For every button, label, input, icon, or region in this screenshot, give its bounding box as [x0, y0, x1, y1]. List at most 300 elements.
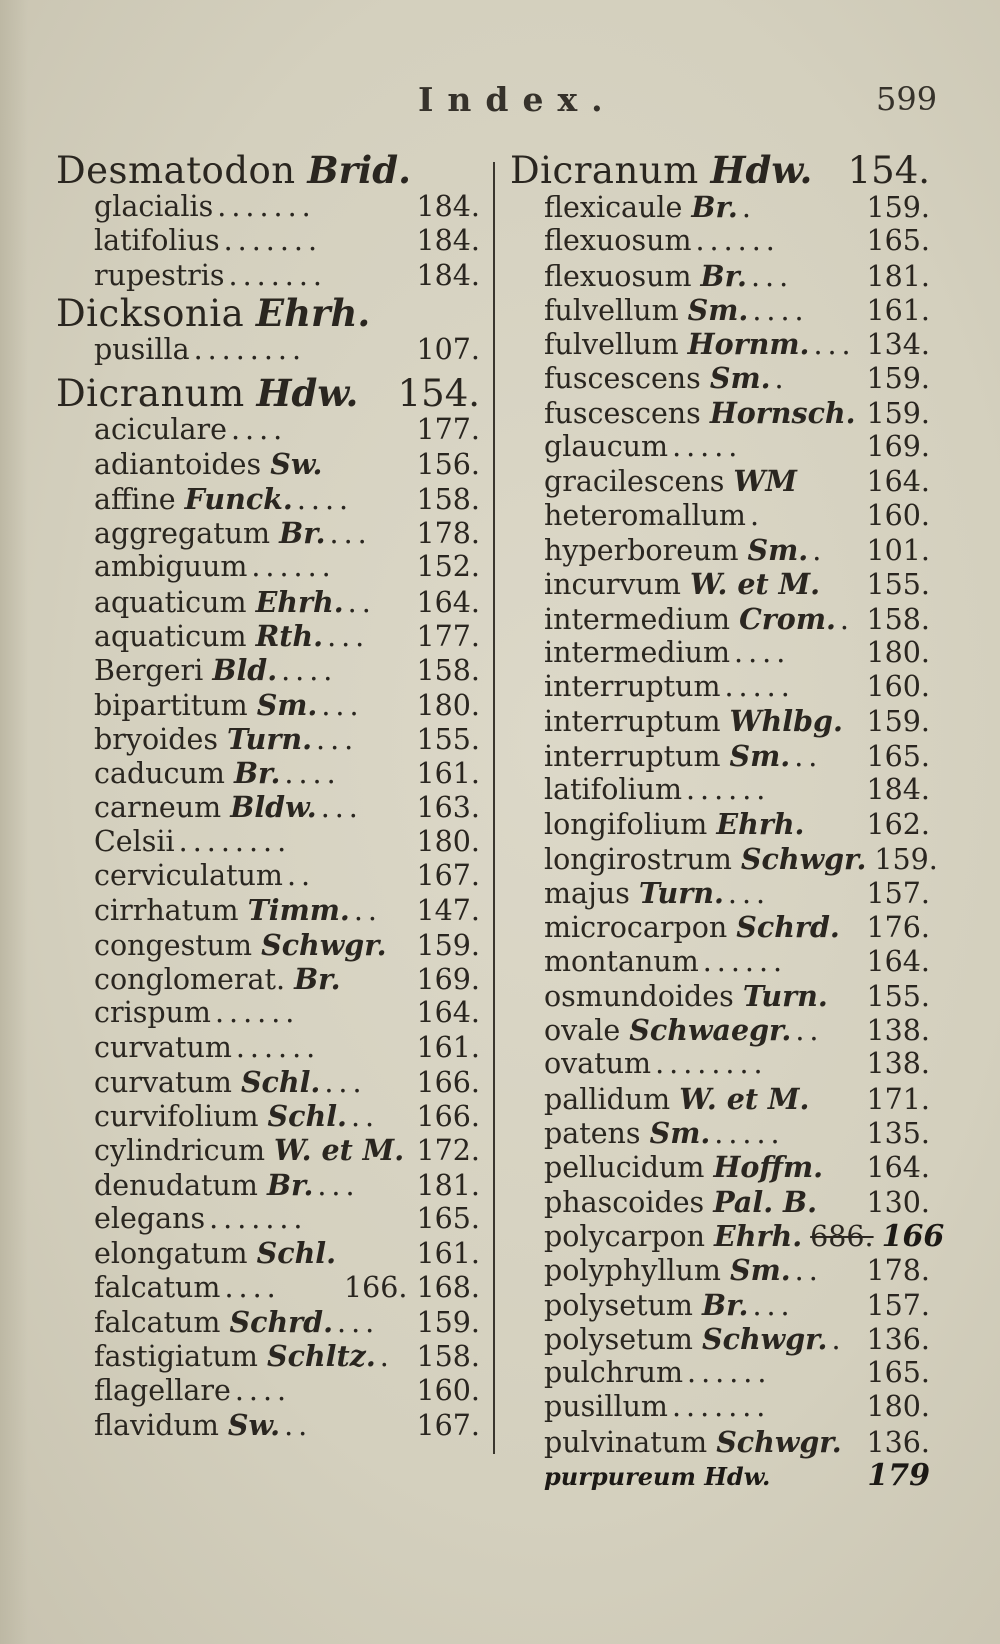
- dot-leader: ...: [329, 517, 372, 551]
- handwritten-correction: 166: [881, 1218, 945, 1254]
- species-author: Sm.: [256, 687, 318, 722]
- index-entry: [56, 653, 480, 687]
- page-reference: [867, 430, 930, 464]
- page-value: 162.: [866, 808, 930, 842]
- species-author: Schl.: [256, 1236, 337, 1271]
- species-name: crispum: [94, 996, 211, 1030]
- index-entry: [510, 224, 930, 258]
- page-value: 159.: [866, 396, 930, 430]
- page-reference: [417, 689, 480, 723]
- index-entry: [510, 1356, 930, 1390]
- page-reference: [867, 1254, 930, 1288]
- page-reference: [417, 586, 480, 620]
- handwritten-page: 179: [867, 1457, 930, 1493]
- dot-leader: ......: [687, 1356, 772, 1390]
- entry-label: [94, 722, 312, 757]
- entry-label: [544, 842, 866, 877]
- species-name: fuscescens: [544, 396, 701, 430]
- species-name: interruptum: [544, 670, 721, 704]
- page-value: 159.: [866, 362, 930, 396]
- index-entry: [56, 516, 480, 550]
- entry-label: [94, 550, 247, 584]
- dot-leader: ....: [230, 413, 288, 447]
- index-entry: [56, 928, 480, 962]
- species-name: flagellare: [94, 1373, 231, 1407]
- page-reference: [417, 1169, 480, 1203]
- species-author: Schrd.: [736, 910, 840, 945]
- species-name: Bergeri: [94, 654, 204, 688]
- index-entry: [56, 1031, 480, 1065]
- page-reference: [417, 1134, 480, 1168]
- dot-leader: .....: [724, 670, 795, 704]
- book-spine-shadow: [0, 0, 28, 1644]
- page-reference: [417, 259, 480, 293]
- dot-leader: ........: [178, 824, 292, 858]
- dot-leader: ..: [350, 1100, 380, 1134]
- species-name: intermedium: [544, 635, 731, 669]
- dot-leader: .: [839, 602, 854, 636]
- page-reference: [417, 929, 480, 963]
- entry-label: [94, 1236, 336, 1271]
- page-reference: [417, 483, 480, 517]
- species-author: Hornm.: [687, 327, 810, 362]
- index-entry: [56, 1339, 480, 1373]
- entry-label: [544, 1356, 683, 1390]
- species-author: Turn.: [742, 978, 828, 1013]
- entry-label: [94, 653, 277, 688]
- page-value: 159.: [866, 705, 930, 739]
- page-reference: [867, 980, 930, 1014]
- index-entry: [56, 259, 480, 293]
- dot-leader: ....: [734, 635, 791, 669]
- dot-leader: .....: [714, 1117, 785, 1151]
- genus-page: 154.: [397, 372, 480, 416]
- page-value: 169.: [416, 962, 480, 996]
- index-entry: [56, 413, 480, 447]
- page-reference: [867, 1390, 930, 1424]
- page-value: 184.: [866, 773, 930, 807]
- species-author: Schltz.: [266, 1339, 376, 1374]
- index-entry: [510, 1322, 930, 1356]
- species-name: patens: [544, 1117, 641, 1151]
- species-name: cerviculatum: [94, 859, 283, 893]
- page-reference: [810, 1220, 944, 1254]
- index-entry: [56, 996, 480, 1030]
- page-value: 159.: [874, 842, 938, 876]
- page-reference: [867, 1426, 930, 1460]
- dot-leader: ...: [337, 1305, 380, 1339]
- index-entry: [510, 739, 930, 773]
- species-author: Sw.: [227, 1407, 281, 1442]
- dot-leader: ......: [251, 550, 336, 584]
- entry-list: [56, 413, 480, 1442]
- species-author: Hoffm.: [713, 1150, 824, 1185]
- entry-label: [94, 447, 322, 482]
- page-value: 159.: [416, 928, 480, 962]
- dot-leader: ....: [284, 757, 341, 791]
- index-entry: [510, 876, 930, 910]
- left-column: [56, 150, 480, 1442]
- page-reference: [417, 1374, 480, 1408]
- page-value: 169.: [866, 430, 930, 464]
- page-value: 178.: [416, 517, 480, 551]
- page-value: 181.: [416, 1168, 480, 1202]
- species-author: Br.: [702, 1287, 749, 1322]
- entry-label: [544, 293, 748, 328]
- page-value: 158.: [416, 654, 480, 688]
- page-reference: [867, 465, 930, 499]
- species-name: polycarpon: [544, 1219, 705, 1253]
- page-reference: [867, 877, 930, 911]
- species-name: intermedium: [544, 602, 731, 636]
- entry-label: [544, 910, 840, 945]
- species-author: Schl.: [240, 1064, 321, 1099]
- page-reference: [417, 1031, 480, 1065]
- entry-label: [94, 259, 225, 293]
- column-divider: [493, 162, 495, 1454]
- species-author: Funck.: [184, 481, 293, 516]
- page-reference: [867, 740, 930, 774]
- genus-name: Dicranum: [56, 372, 245, 416]
- page-value: 134.: [866, 328, 930, 362]
- page-value: 159.: [866, 191, 930, 224]
- genus-name: Dicranum: [510, 149, 699, 192]
- species-name: ovale: [544, 1014, 621, 1048]
- species-author: Sm.: [730, 1253, 791, 1288]
- species-author: W. et M.: [689, 567, 821, 602]
- dot-leader: ...: [320, 791, 363, 825]
- dot-leader: ....: [281, 654, 338, 688]
- species-author: Schwgr.: [740, 841, 867, 876]
- entry-label: [94, 859, 283, 893]
- species-name: majus: [544, 876, 630, 910]
- page-value: 165.: [866, 224, 930, 258]
- index-entry: [510, 396, 930, 430]
- page-value: 136.: [866, 1425, 930, 1459]
- page-value: 161.: [866, 293, 930, 327]
- entry-label: [94, 1168, 313, 1203]
- entry-label: [544, 1116, 710, 1151]
- page-reference: [867, 636, 930, 670]
- species-name: aciculare: [94, 413, 227, 447]
- index-entry: [56, 1374, 480, 1408]
- species-name: fastigiatum: [94, 1340, 258, 1374]
- index-entry: [56, 859, 480, 893]
- index-entry: [510, 190, 930, 224]
- page-value: 101.: [866, 533, 930, 567]
- index-entry: [56, 1133, 480, 1167]
- page-value: 152.: [416, 550, 480, 584]
- species-author: Br.: [233, 756, 281, 791]
- dot-leader: ....: [224, 1270, 281, 1304]
- species-author: Ehrh.: [714, 1218, 803, 1253]
- handwritten-entry: [510, 1459, 930, 1493]
- species-name: falcatum: [94, 1270, 221, 1304]
- page-reference: [417, 859, 480, 893]
- species-name: latifolium: [544, 773, 682, 807]
- page-value: 158.: [416, 1340, 480, 1374]
- index-entry: [56, 1408, 480, 1442]
- entry-label: [544, 1185, 817, 1220]
- index-entry: [510, 1047, 930, 1081]
- index-entry: [510, 602, 930, 636]
- entry-label: [544, 602, 836, 637]
- index-entry: [56, 1202, 480, 1236]
- page-value: 177.: [416, 619, 480, 653]
- index-entry: [510, 259, 930, 293]
- species-name: bryoides: [94, 722, 218, 756]
- entry-label: [544, 499, 746, 533]
- species-name: falcatum: [94, 1305, 221, 1339]
- entry-label: [544, 739, 790, 774]
- species-name: pallidum: [544, 1082, 671, 1116]
- dot-leader: ...: [752, 1288, 795, 1322]
- page-value: 686.: [810, 1219, 874, 1253]
- page-value: 164.: [866, 944, 930, 978]
- species-author: Schl.: [267, 1099, 347, 1134]
- index-entry: [510, 979, 930, 1013]
- genus-name: Desmatodon: [56, 149, 296, 192]
- page-value: 157.: [866, 1288, 930, 1322]
- species-name: caducum: [94, 757, 225, 791]
- page-value: 176.: [866, 911, 930, 945]
- species-name: bipartitum: [94, 688, 248, 722]
- species-author: Schwgr.: [702, 1321, 828, 1356]
- species-name: fulvellum: [544, 293, 679, 327]
- dot-leader: ..: [353, 894, 382, 928]
- genus-author: Hdw.: [710, 148, 813, 192]
- index-entry: [56, 1271, 480, 1305]
- index-entry: [56, 1099, 480, 1133]
- page-reference: [867, 1117, 930, 1151]
- genus-heading: [56, 150, 480, 190]
- page-reference: [867, 328, 930, 362]
- page-reference: [867, 397, 930, 431]
- species-name: gracilescens: [544, 465, 725, 499]
- page-reference: [867, 808, 930, 842]
- entry-label: [544, 1288, 748, 1323]
- page-reference: [417, 654, 480, 688]
- species-author: Sm.: [649, 1116, 711, 1151]
- page-reference: [867, 260, 930, 294]
- entry-label: [544, 1390, 668, 1424]
- entry-label: [94, 1374, 231, 1408]
- species-author: W. et M.: [274, 1133, 405, 1168]
- species-name: latifolius: [94, 224, 220, 258]
- page-value: 160.: [416, 1373, 480, 1407]
- entry-label: [544, 1082, 809, 1117]
- page-reference: [867, 773, 930, 807]
- page-reference: [867, 224, 930, 258]
- index-entry: [56, 1236, 480, 1270]
- page-value: 164.: [416, 585, 480, 619]
- species-name: polysetum: [544, 1288, 693, 1322]
- index-entry: [56, 756, 480, 790]
- page-reference: [417, 1306, 480, 1340]
- entry-label: [94, 1133, 404, 1168]
- species-author: Ehrh.: [716, 807, 805, 842]
- page-value: 184.: [416, 190, 480, 223]
- page-reference: [867, 1014, 930, 1048]
- species-author: Pal. B.: [713, 1184, 818, 1219]
- entry-label: [94, 190, 213, 224]
- page-reference: [417, 224, 480, 258]
- species-name: curvifolium: [94, 1100, 259, 1134]
- page-reference: [417, 1409, 480, 1443]
- entry-label: [94, 585, 344, 620]
- species-name: pellucidum: [544, 1151, 705, 1185]
- species-name: pusillum: [544, 1390, 668, 1424]
- species-name: cirrhatum: [94, 894, 239, 928]
- entry-label: [544, 224, 691, 258]
- species-name: flexuosum: [544, 259, 692, 293]
- page-number: 599: [876, 80, 938, 118]
- genus-author: Hdw.: [256, 371, 359, 416]
- entry-label: [544, 1253, 791, 1288]
- index-entry: [56, 825, 480, 859]
- dot-leader: .......: [671, 1390, 771, 1424]
- page-value: 138.: [866, 1047, 930, 1081]
- page-value: 171.: [866, 1082, 930, 1116]
- species-author: Schwaegr.: [629, 1013, 792, 1048]
- entry-label: [544, 533, 808, 568]
- entry-label: [94, 928, 387, 963]
- species-author: W. et M.: [679, 1081, 810, 1116]
- species-name: curvatum: [94, 1065, 232, 1099]
- dot-leader: ......: [695, 224, 780, 258]
- page-value: 167.: [416, 1408, 480, 1442]
- species-author: Ehrh.: [255, 584, 344, 619]
- dot-leader: .......: [209, 1202, 308, 1236]
- dot-leader: .: [379, 1340, 394, 1374]
- species-name: aquaticum: [94, 619, 247, 653]
- dot-leader: ...: [321, 688, 364, 722]
- entry-label: [94, 333, 190, 367]
- page-reference: [867, 294, 930, 328]
- entry-label: [544, 1219, 802, 1254]
- dot-leader: ..: [794, 739, 823, 773]
- page-reference: [417, 1340, 480, 1374]
- dot-leader: ....: [296, 482, 354, 516]
- index-entry: [56, 190, 480, 224]
- entry-label: [544, 327, 809, 362]
- entry-label: [94, 825, 175, 859]
- dot-leader: ..: [795, 1014, 824, 1048]
- entry-label: [544, 464, 797, 499]
- handwritten-author: Hdw.: [704, 1461, 771, 1491]
- page-reference: [417, 723, 480, 757]
- page-value: 165.: [866, 739, 930, 773]
- dot-leader: ..: [347, 585, 376, 619]
- species-name: interruptum: [544, 705, 721, 739]
- dot-leader: .: [812, 533, 827, 567]
- index-entry: [56, 1305, 480, 1339]
- index-entry: [510, 1390, 930, 1424]
- species-name: pulchrum: [544, 1356, 684, 1390]
- page-reference: [417, 963, 480, 997]
- dot-leader: ......: [214, 996, 300, 1030]
- species-author: Br.: [691, 190, 738, 224]
- page-value: 177.: [416, 413, 480, 447]
- index-entry: [56, 688, 480, 722]
- entry-label: [94, 1065, 320, 1100]
- entry-label: [544, 259, 747, 294]
- entry-label: [544, 430, 668, 464]
- index-entry: [510, 704, 930, 738]
- entry-list: [56, 190, 480, 293]
- index-entry: [510, 1253, 930, 1287]
- index-entry: [56, 722, 480, 756]
- dot-leader: ..: [794, 1254, 823, 1288]
- dot-leader: ...: [327, 619, 370, 653]
- index-entry: [510, 1425, 930, 1459]
- dot-leader: ......: [686, 773, 771, 807]
- index-entry: [56, 550, 480, 584]
- page-reference: [417, 550, 480, 584]
- index-entry: [510, 841, 938, 876]
- entry-label: [94, 1305, 333, 1340]
- page-reference: [867, 911, 930, 945]
- species-author: Br.: [294, 961, 341, 996]
- page-reference: [867, 1151, 930, 1185]
- species-name: aquaticum: [94, 585, 247, 619]
- index-entry: [510, 807, 930, 841]
- page-value: 167.: [416, 859, 480, 893]
- species-author: Sm.: [729, 738, 791, 773]
- index-entry: [510, 361, 930, 395]
- page-reference: [867, 705, 930, 739]
- page-reference: [417, 894, 480, 928]
- entry-label: [544, 979, 828, 1014]
- entry-label: [544, 1322, 827, 1357]
- page-reference: [867, 1047, 930, 1081]
- dot-leader: .....: [672, 430, 743, 464]
- species-name: congestum: [94, 928, 253, 962]
- page-value: 135.: [866, 1117, 930, 1151]
- entry-label: [94, 688, 317, 723]
- page-reference: [867, 191, 930, 225]
- page-reference: [417, 791, 480, 825]
- dot-leader: .: [741, 191, 756, 224]
- page-reference: [417, 620, 480, 654]
- index-entry: [510, 1013, 930, 1047]
- index-entry: [510, 430, 930, 464]
- entry-label: [544, 396, 856, 431]
- genus-heading: [56, 290, 480, 335]
- page-value: 180.: [866, 635, 930, 669]
- entry-list: [510, 190, 945, 1459]
- page-reference: [417, 1237, 480, 1271]
- index-entry: [510, 1218, 945, 1254]
- species-name: microcarpon: [544, 911, 728, 945]
- species-name: elongatum: [94, 1237, 248, 1271]
- page-value: 107.: [416, 332, 480, 366]
- species-name: aggregatum: [94, 517, 271, 551]
- page-reference: [417, 190, 480, 224]
- page-reference: [867, 603, 930, 637]
- page-reference: [417, 1202, 480, 1236]
- species-author: Sw.: [270, 447, 323, 482]
- page-reference: [867, 945, 930, 979]
- species-author: Whlbg.: [729, 704, 843, 739]
- index-entry: [56, 482, 480, 516]
- species-name: Celsii: [94, 824, 175, 858]
- page-value: 157.: [866, 876, 930, 910]
- species-name: curvatum: [94, 1030, 232, 1064]
- page-reference: [867, 362, 930, 396]
- species-name: ovatum: [544, 1047, 652, 1081]
- species-name: polyphyllum: [544, 1254, 721, 1288]
